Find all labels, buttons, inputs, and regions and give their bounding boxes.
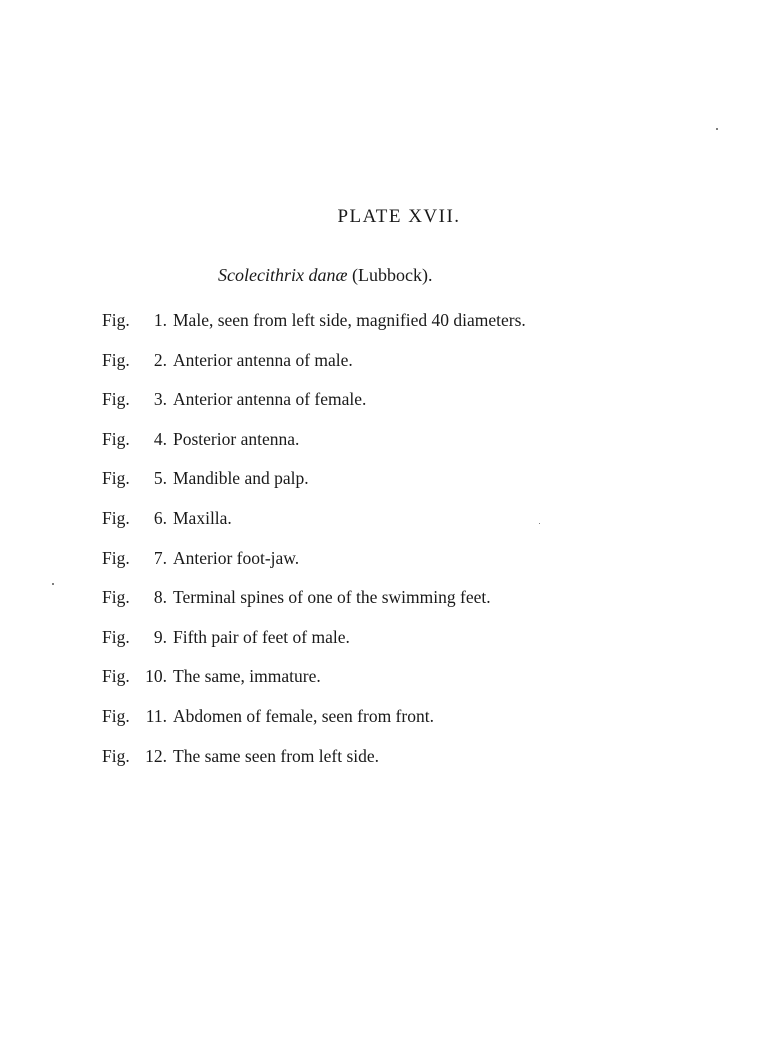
figure-number: 3. [153, 389, 167, 410]
figure-label: Fig. [102, 705, 130, 726]
figure-label: Fig. [102, 468, 130, 489]
figure-number: 8. [153, 587, 167, 608]
figure-label: Fig. [102, 507, 130, 528]
paper-speck [539, 523, 540, 524]
figure-description: Terminal spines of one of the swimming feet. [173, 587, 491, 608]
species-heading [218, 265, 432, 286]
figure-description: Anterior antenna of male. [173, 349, 353, 370]
figure-list [102, 309, 702, 784]
figure-description: The same, immature. [173, 666, 321, 687]
plate-title: PLATE XVII. [337, 206, 461, 227]
figure-item-10 [102, 665, 702, 705]
figure-number: 5. [153, 468, 167, 489]
figure-label: Fig. [102, 349, 130, 370]
figure-item-1 [102, 309, 702, 349]
figure-number: 7. [153, 547, 167, 568]
species-scientific-name: Scolecithrix danæ [218, 265, 348, 285]
figure-item-9 [102, 626, 702, 666]
figure-number: 9. [153, 626, 167, 647]
figure-label: Fig. [102, 666, 130, 687]
figure-item-5 [102, 467, 702, 507]
figure-number: 10. [145, 666, 167, 687]
figure-number: 11. [145, 705, 167, 726]
figure-description: Maxilla. [173, 507, 232, 528]
figure-item-12 [102, 745, 702, 785]
figure-label: Fig. [102, 428, 130, 449]
figure-description: Abdomen of female, seen from front. [173, 705, 434, 726]
figure-description: Posterior antenna. [173, 428, 300, 449]
paper-speck [52, 583, 54, 585]
figure-item-2 [102, 349, 702, 389]
figure-number: 12. [145, 745, 167, 766]
figure-item-11 [102, 705, 702, 745]
figure-item-4 [102, 428, 702, 468]
figure-label: Fig. [102, 745, 130, 766]
figure-number: 1. [153, 310, 167, 330]
figure-item-6 [102, 507, 702, 547]
figure-item-3 [102, 388, 702, 428]
figure-description: Fifth pair of feet of male. [173, 626, 350, 647]
figure-number: 2. [153, 349, 167, 370]
figure-label: Fig. [102, 587, 130, 608]
figure-number: 6. [153, 507, 167, 528]
species-authority: (Lubbock). [347, 265, 433, 285]
figure-item-8 [102, 586, 702, 626]
figure-label: Fig. [102, 310, 130, 330]
figure-item-7 [102, 547, 702, 587]
figure-description: Anterior antenna of female. [173, 389, 367, 410]
figure-description: Male, seen from left side, magnified 40 diameters. [173, 310, 526, 330]
figure-label: Fig. [102, 626, 130, 647]
figure-description: Mandible and palp. [173, 468, 309, 489]
figure-description: The same seen from left side. [173, 745, 380, 766]
figure-label: Fig. [102, 547, 130, 568]
figure-number: 4. [153, 428, 167, 449]
paper-speck [716, 128, 718, 130]
figure-label: Fig. [102, 389, 130, 410]
figure-description: Anterior foot-jaw. [173, 547, 300, 568]
